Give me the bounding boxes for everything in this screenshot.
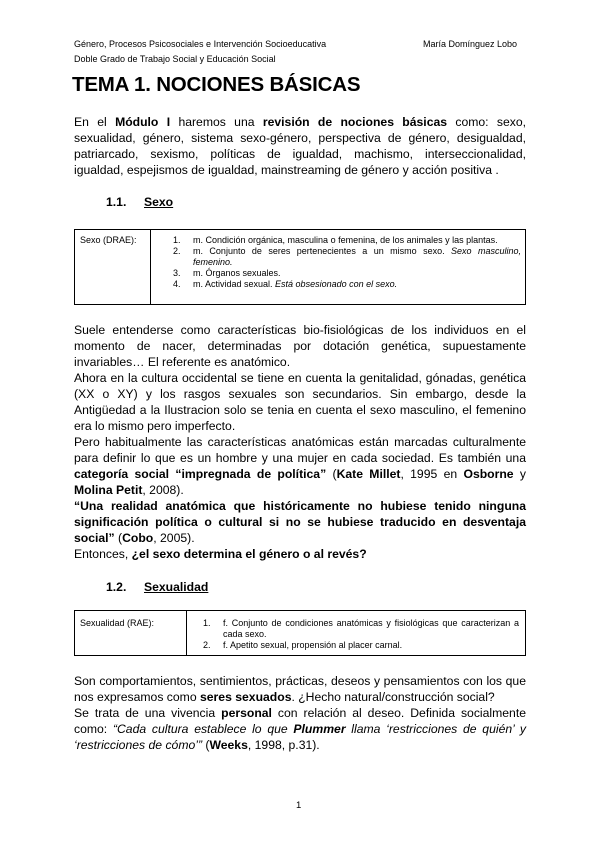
intro-paragraph: En el Módulo I haremos una revisión de nociones básicas como: sexo, sexualidad, género, sistema sexo-género, perspectiva de género, desigualdad, patriarcado, sexismo, políticas de igualdad, machismo, interseccionalidad, igualdad, espejismos de igualdad, mainstreaming de género y acción positiva . xyxy=(74,115,527,177)
running-header xyxy=(74,37,326,67)
degree-title: Doble Grado de Trabajo Social y Educación Social xyxy=(74,54,276,64)
definition-item: 4. m. Actividad sexual. Está obsesionado con el sexo. xyxy=(173,279,398,289)
definition-list xyxy=(203,618,519,651)
definition-item: 2. m. Conjunto de seres pertenecientes a un mismo sexo. Sexo masculino, femenino. xyxy=(173,246,521,267)
definition-list xyxy=(173,235,521,290)
section-heading-sexualidad: 1.2. Sexualidad xyxy=(106,580,209,594)
table-term: Sexo (DRAE): xyxy=(75,230,151,304)
question-paragraph: Entonces, ¿el sexo determina el género o al revés? xyxy=(74,547,367,561)
body-paragraph: Suele entenderse como características bio-fisiológicas de los individuos en el momento de nacer, determinadas por dotación genética, supuestamente invariables… El referente es anatómico. xyxy=(74,323,526,369)
definition-table-sexo xyxy=(74,229,526,305)
body-paragraph: Pero habitualmente las características anatómicas están marcadas culturalmente para definir lo que es un hombre y una mujer en cada sociedad. Es también una categoría social “impregnada de política” (Kate Millet, 1995 en Osborne y Molina Petit, 2008). xyxy=(74,435,527,497)
author-name: María Domínguez Lobo xyxy=(423,39,518,49)
quote-paragraph: “Una realidad anatómica que históricamente no hubiese tenido ninguna significación política o cultural si no se hubiese traducido en desventaja social” (Cobo, 2005). xyxy=(74,499,526,545)
definition-table-sexualidad xyxy=(74,610,526,656)
definition-item: 2. f. Apetito sexual, propensión al placer carnal. xyxy=(203,640,403,650)
body-paragraph: Se trata de una vivencia personal con relación al deseo. Definida socialmente como: “Cada cultura establece lo que Plummer llama ‘restricciones de quién’ y ‘restricciones de cómo’” (Weeks, 1998, p.31). xyxy=(74,706,526,752)
section-heading-sexo: 1.1. Sexo xyxy=(106,195,174,209)
definition-item: 1. m. Condición orgánica, masculina o femenina, de los animales y las plantas. xyxy=(173,235,498,245)
page-number: 1 xyxy=(296,800,302,811)
definition-item: 3. m. Órganos sexuales. xyxy=(173,268,281,278)
definition-item: 1. f. Conjunto de condiciones anatómicas y fisiológicas que caracterizan a cada sexo. xyxy=(203,618,519,639)
body-paragraph: Son comportamientos, sentimientos, prácticas, deseos y pensamientos con los que nos expresamos como seres sexuados. ¿Hecho natural/construcción social? xyxy=(74,674,526,704)
body-paragraph: Ahora en la cultura occidental se tiene en cuenta la genitalidad, gónadas, genética (XX o XY) y los rasgos sexuales son secundarios. Sin embargo, desde la Antigüedad a la Ilustracion solo se tenia en cuenta el sexo masculino, el femenino era lo mismo pero imperfecto. xyxy=(74,371,526,433)
page-title: TEMA 1. NOCIONES BÁSICAS xyxy=(72,73,361,96)
course-title: Género, Procesos Psicosociales e Intervención Socioeducativa xyxy=(74,39,327,49)
table-term: Sexualidad (RAE): xyxy=(75,611,187,655)
